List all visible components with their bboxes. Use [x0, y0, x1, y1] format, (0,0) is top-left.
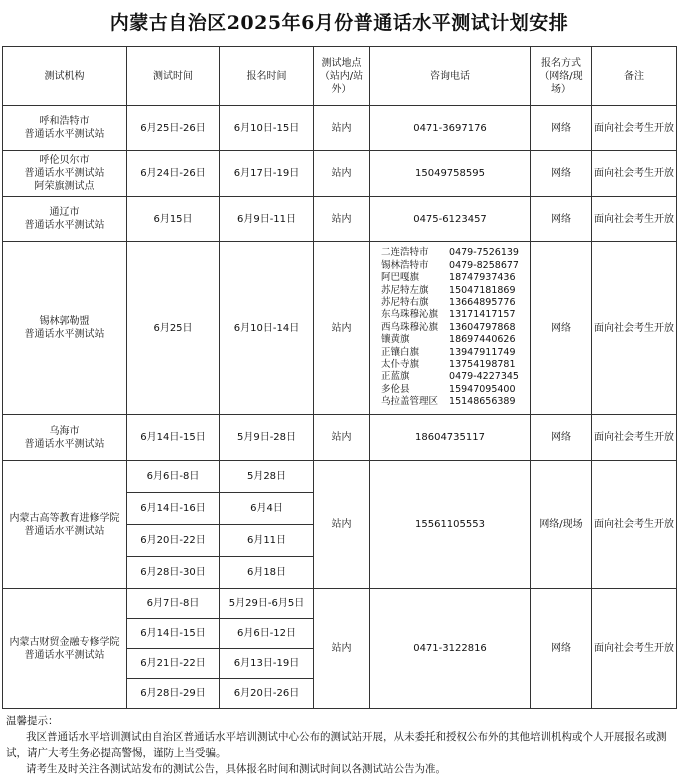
reg-method-cell: 网络 — [531, 415, 592, 461]
org-cell: 内蒙古高等教育进修学院 普通话水平测试站 — [3, 461, 127, 589]
org-cell: 呼和浩特市 普通话水平测试站 — [3, 106, 127, 151]
reg-time-cell: 6月6日-12日 — [220, 619, 314, 649]
reg-time-cell: 6月17日-19日 — [220, 151, 314, 197]
reg-time-cell: 6月20日-26日 — [220, 679, 314, 709]
phone-cell: 18604735117 — [370, 415, 531, 461]
phone-entry — [381, 297, 519, 309]
remarks-cell: 面向社会考生开放 — [592, 106, 677, 151]
table-header-row — [3, 47, 677, 106]
test-time-cell: 6月25日-26日 — [127, 106, 220, 151]
phone-entry — [381, 309, 519, 321]
phone-number: 15148656389 — [449, 396, 516, 408]
phone-region: 东乌珠穆沁旗 — [381, 309, 439, 321]
phone-number: 13947911749 — [449, 346, 516, 358]
location-cell: 站内 — [314, 151, 370, 197]
reg-time-cell: 6月13日-19日 — [220, 649, 314, 679]
table-row — [3, 106, 677, 151]
reg-time-cell: 5月9日-28日 — [220, 415, 314, 461]
reg-method-cell: 网络 — [531, 151, 592, 197]
reg-time-cell: 6月10日-14日 — [220, 242, 314, 415]
notes-line-1: 我区普通话水平培训测试由自治区普通话水平培训测试中心公布的测试站开展，从未委托和授权公布外的其他培训机构或个人开展报名或测试，请广大考生务必提高警惕，谨防上当受骗。 — [6, 731, 667, 759]
phone-entry — [381, 272, 519, 284]
phone-entry — [381, 384, 519, 396]
location-cell: 站内 — [314, 197, 370, 242]
phone-region: 阿巴嘎旗 — [381, 272, 420, 284]
remarks-cell: 面向社会考生开放 — [592, 415, 677, 461]
phone-number: 0479-4227345 — [449, 371, 519, 383]
location-cell: 站内 — [314, 106, 370, 151]
phone-region: 镶黄旗 — [381, 334, 410, 346]
phone-list-cell — [370, 242, 531, 415]
phone-number: 13604797868 — [449, 321, 516, 333]
reg-time-cell: 6月9日-11日 — [220, 197, 314, 242]
reg-time-cell: 5月28日 — [220, 461, 314, 493]
test-time-cell: 6月7日-8日 — [127, 589, 220, 619]
remarks-cell: 面向社会考生开放 — [592, 242, 677, 415]
table-row — [3, 197, 677, 242]
phone-region: 锡林浩特市 — [381, 259, 429, 271]
phone-number: 15047181869 — [449, 284, 516, 296]
header-test-time: 测试时间 — [127, 47, 220, 106]
phone-entry — [381, 396, 519, 408]
org-cell: 锡林郭勒盟 普通话水平测试站 — [3, 242, 127, 415]
phone-cell: 15049758595 — [370, 151, 531, 197]
org-cell: 通辽市 普通话水平测试站 — [3, 197, 127, 242]
location-cell: 站内 — [314, 242, 370, 415]
remarks-cell: 面向社会考生开放 — [592, 461, 677, 589]
test-time-cell: 6月15日 — [127, 197, 220, 242]
location-cell: 站内 — [314, 589, 370, 709]
header-org: 测试机构 — [3, 47, 127, 106]
phone-number: 15947095400 — [449, 383, 516, 395]
location-cell: 站内 — [314, 415, 370, 461]
notes-line-2: 请考生及时关注各测试站发布的测试公告，具体报名时间和测试时间以各测试站公告为准。 — [26, 763, 446, 775]
phone-region: 苏尼特左旗 — [381, 284, 429, 296]
phone-number: 0479-7526139 — [449, 247, 519, 259]
test-time-cell: 6月21日-22日 — [127, 649, 220, 679]
phone-entry — [381, 371, 519, 383]
phone-cell: 0471-3697176 — [370, 106, 531, 151]
phone-region: 乌拉盖管理区 — [381, 396, 439, 408]
test-time-cell: 6月24日-26日 — [127, 151, 220, 197]
table-row — [3, 461, 677, 493]
location-cell: 站内 — [314, 461, 370, 589]
phone-entry — [381, 334, 519, 346]
reminder-notes — [2, 712, 676, 780]
org-cell: 内蒙古财贸金融专修学院 普通话水平测试站 — [3, 589, 127, 709]
header-reg-time: 报名时间 — [220, 47, 314, 106]
reg-time-cell: 6月11日 — [220, 525, 314, 557]
phone-number: 13171417157 — [449, 309, 516, 321]
org-cell: 呼伦贝尔市 普通话水平测试站 阿荣旗测试点 — [3, 151, 127, 197]
phone-list — [381, 247, 519, 408]
reg-method-cell: 网络/现场 — [531, 461, 592, 589]
phone-number: 0479-8258677 — [449, 259, 519, 271]
phone-region: 正蓝旗 — [381, 371, 410, 383]
phone-region: 多伦县 — [381, 383, 410, 395]
phone-cell: 15561105553 — [370, 461, 531, 589]
phone-number: 18697440626 — [449, 334, 516, 346]
phone-cell: 0471-3122816 — [370, 589, 531, 709]
phone-entry — [381, 322, 519, 334]
remarks-cell: 面向社会考生开放 — [592, 151, 677, 197]
test-time-cell: 6月14日-15日 — [127, 415, 220, 461]
phone-number: 18747937436 — [449, 272, 516, 284]
reg-method-cell: 网络 — [531, 242, 592, 415]
reg-time-cell: 6月4日 — [220, 493, 314, 525]
schedule-table — [2, 46, 677, 709]
test-time-cell: 6月20日-22日 — [127, 525, 220, 557]
remarks-cell: 面向社会考生开放 — [592, 589, 677, 709]
test-time-cell: 6月28日-29日 — [127, 679, 220, 709]
phone-entry — [381, 285, 519, 297]
test-time-cell: 6月14日-16日 — [127, 493, 220, 525]
test-time-cell: 6月14日-15日 — [127, 619, 220, 649]
header-location: 测试地点 （站内/站外） — [314, 47, 370, 106]
phone-region: 西乌珠穆沁旗 — [381, 321, 439, 333]
table-row — [3, 242, 677, 415]
table-row — [3, 589, 677, 619]
phone-entry — [381, 260, 519, 272]
header-reg-method: 报名方式 （网络/现场） — [531, 47, 592, 106]
reg-method-cell: 网络 — [531, 106, 592, 151]
reg-method-cell: 网络 — [531, 197, 592, 242]
table-row — [3, 151, 677, 197]
phone-region: 太仆寺旗 — [381, 359, 420, 371]
phone-entry — [381, 247, 519, 259]
test-time-cell: 6月6日-8日 — [127, 461, 220, 493]
phone-region: 苏尼特右旗 — [381, 296, 429, 308]
header-remarks: 备注 — [592, 47, 677, 106]
phone-entry — [381, 347, 519, 359]
phone-entry — [381, 359, 519, 371]
phone-number: 13664895776 — [449, 296, 516, 308]
phone-region: 二连浩特市 — [381, 247, 429, 259]
table-row — [3, 415, 677, 461]
reg-time-cell: 5月29日-6月5日 — [220, 589, 314, 619]
document-title: 内蒙古自治区2025年6月份普通话水平测试计划安排 — [109, 12, 569, 34]
notes-heading: 温馨提示： — [6, 715, 59, 727]
remarks-cell: 面向社会考生开放 — [592, 197, 677, 242]
reg-time-cell: 6月10日-15日 — [220, 106, 314, 151]
phone-region: 正镶白旗 — [381, 346, 420, 358]
org-cell: 乌海市 普通话水平测试站 — [3, 415, 127, 461]
phone-number: 13754198781 — [449, 359, 516, 371]
reg-time-cell: 6月18日 — [220, 557, 314, 589]
phone-cell: 0475-6123457 — [370, 197, 531, 242]
header-phone: 咨询电话 — [370, 47, 531, 106]
reg-method-cell: 网络 — [531, 589, 592, 709]
test-time-cell: 6月28日-30日 — [127, 557, 220, 589]
test-time-cell: 6月25日 — [127, 242, 220, 415]
